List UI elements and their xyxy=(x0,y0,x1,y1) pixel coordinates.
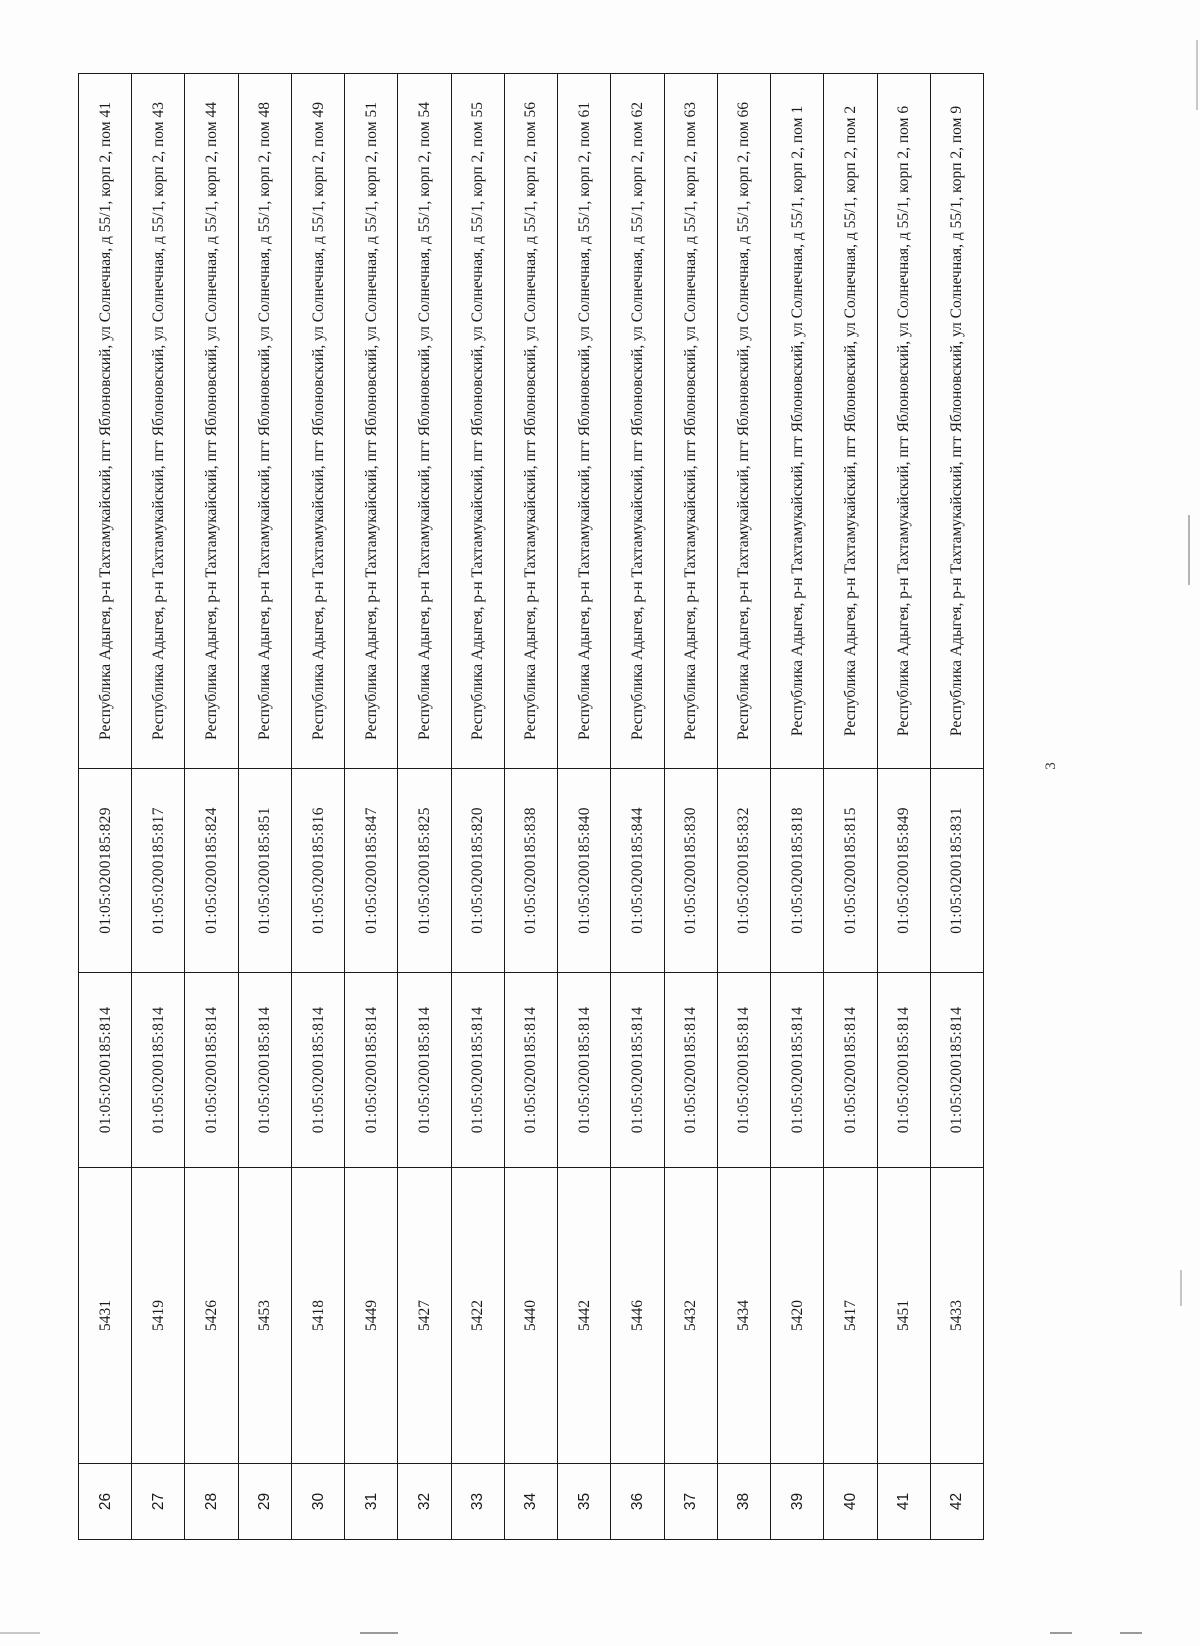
address-cell: Республика Адыгея, р-н Тахтамукайский, пгт Яблоновский, ул Солнечная, д 55/1, корп 2, пом 61 xyxy=(558,74,611,769)
row-number-cell: 42 xyxy=(930,1464,983,1540)
cadastral-number-cell: 01:05:0200185:815 xyxy=(824,769,877,973)
parent-cadastral-number-cell: 01:05:0200185:814 xyxy=(345,973,398,1168)
address-cell: Республика Адыгея, р-н Тахтамукайский, пгт Яблоновский, ул Солнечная, д 55/1, корп 2, пом 44 xyxy=(185,74,238,769)
address-cell: Республика Адыгея, р-н Тахтамукайский, пгт Яблоновский, ул Солнечная, д 55/1, корп 2, пом 51 xyxy=(345,74,398,769)
cadastral-number-cell: 01:05:0200185:832 xyxy=(717,769,770,973)
row-number-cell: 30 xyxy=(291,1464,344,1540)
address-cell: Республика Адыгея, р-н Тахтамукайский, пгт Яблоновский, ул Солнечная, д 55/1, корп 2, пом 66 xyxy=(717,74,770,769)
row-number-cell: 29 xyxy=(238,1464,291,1540)
parent-cadastral-number-cell: 01:05:0200185:814 xyxy=(291,973,344,1168)
object-number-cell: 5422 xyxy=(451,1168,504,1464)
cadastral-number-cell: 01:05:0200185:817 xyxy=(132,769,185,973)
table-row xyxy=(132,74,185,1540)
object-number-cell: 5442 xyxy=(558,1168,611,1464)
table-row xyxy=(398,74,451,1540)
table-row xyxy=(824,74,877,1540)
address-cell: Республика Адыгея, р-н Тахтамукайский, пгт Яблоновский, ул Солнечная, д 55/1, корп 2, пом 9 xyxy=(930,74,983,769)
parent-cadastral-number-cell: 01:05:0200185:814 xyxy=(771,973,824,1168)
table-row xyxy=(771,74,824,1540)
table-row xyxy=(504,74,557,1540)
address-cell: Республика Адыгея, р-н Тахтамукайский, пгт Яблоновский, ул Солнечная, д 55/1, корп 2, пом 49 xyxy=(291,74,344,769)
parent-cadastral-number-cell: 01:05:0200185:814 xyxy=(79,973,132,1168)
table-row xyxy=(558,74,611,1540)
address-cell: Республика Адыгея, р-н Тахтамукайский, пгт Яблоновский, ул Солнечная, д 55/1, корп 2, пом 56 xyxy=(504,74,557,769)
parent-cadastral-number-cell: 01:05:0200185:814 xyxy=(398,973,451,1168)
object-number-cell: 5418 xyxy=(291,1168,344,1464)
cadastral-number-cell: 01:05:0200185:838 xyxy=(504,769,557,973)
row-number-cell: 31 xyxy=(345,1464,398,1540)
table-row xyxy=(717,74,770,1540)
parent-cadastral-number-cell: 01:05:0200185:814 xyxy=(664,973,717,1168)
row-number-cell: 34 xyxy=(504,1464,557,1540)
parent-cadastral-number-cell: 01:05:0200185:814 xyxy=(717,973,770,1168)
row-number-cell: 39 xyxy=(771,1464,824,1540)
cadastral-number-cell: 01:05:0200185:820 xyxy=(451,769,504,973)
scan-edge-mark xyxy=(1180,1270,1182,1306)
table-row xyxy=(345,74,398,1540)
table-body xyxy=(79,74,984,1540)
table-row xyxy=(611,74,664,1540)
cadastral-registry-table xyxy=(78,73,984,1540)
object-number-cell: 5417 xyxy=(824,1168,877,1464)
table-row xyxy=(79,74,132,1540)
table-row xyxy=(664,74,717,1540)
table-row xyxy=(451,74,504,1540)
parent-cadastral-number-cell: 01:05:0200185:814 xyxy=(558,973,611,1168)
table-row xyxy=(238,74,291,1540)
table-row xyxy=(291,74,344,1540)
scan-edge-mark xyxy=(360,1632,398,1634)
parent-cadastral-number-cell: 01:05:0200185:814 xyxy=(824,973,877,1168)
cadastral-number-cell: 01:05:0200185:847 xyxy=(345,769,398,973)
row-number-cell: 41 xyxy=(877,1464,930,1540)
parent-cadastral-number-cell: 01:05:0200185:814 xyxy=(504,973,557,1168)
object-number-cell: 5434 xyxy=(717,1168,770,1464)
scan-edge-mark xyxy=(1120,1632,1142,1634)
address-cell: Республика Адыгея, р-н Тахтамукайский, пгт Яблоновский, ул Солнечная, д 55/1, корп 2, пом 54 xyxy=(398,74,451,769)
address-cell: Республика Адыгея, р-н Тахтамукайский, пгт Яблоновский, ул Солнечная, д 55/1, корп 2, пом 63 xyxy=(664,74,717,769)
row-number-cell: 32 xyxy=(398,1464,451,1540)
rotated-table-container xyxy=(78,74,984,1540)
scan-edge-mark xyxy=(1050,1632,1072,1634)
object-number-cell: 5451 xyxy=(877,1168,930,1464)
parent-cadastral-number-cell: 01:05:0200185:814 xyxy=(185,973,238,1168)
cadastral-number-cell: 01:05:0200185:849 xyxy=(877,769,930,973)
cadastral-number-cell: 01:05:0200185:816 xyxy=(291,769,344,973)
row-number-cell: 40 xyxy=(824,1464,877,1540)
address-cell: Республика Адыгея, р-н Тахтамукайский, пгт Яблоновский, ул Солнечная, д 55/1, корп 2, пом 43 xyxy=(132,74,185,769)
address-cell: Республика Адыгея, р-н Тахтамукайский, пгт Яблоновский, ул Солнечная, д 55/1, корп 2, пом 62 xyxy=(611,74,664,769)
scan-edge-mark xyxy=(1196,40,1198,110)
row-number-cell: 37 xyxy=(664,1464,717,1540)
cadastral-number-cell: 01:05:0200185:825 xyxy=(398,769,451,973)
address-cell: Республика Адыгея, р-н Тахтамукайский, пгт Яблоновский, ул Солнечная, д 55/1, корп 2, пом 41 xyxy=(79,74,132,769)
object-number-cell: 5427 xyxy=(398,1168,451,1464)
parent-cadastral-number-cell: 01:05:0200185:814 xyxy=(238,973,291,1168)
object-number-cell: 5426 xyxy=(185,1168,238,1464)
row-number-cell: 27 xyxy=(132,1464,185,1540)
object-number-cell: 5446 xyxy=(611,1168,664,1464)
object-number-cell: 5453 xyxy=(238,1168,291,1464)
page-number: 3 xyxy=(1043,762,1059,770)
address-cell: Республика Адыгея, р-н Тахтамукайский, пгт Яблоновский, ул Солнечная, д 55/1, корп 2, пом 55 xyxy=(451,74,504,769)
table-row xyxy=(877,74,930,1540)
row-number-cell: 33 xyxy=(451,1464,504,1540)
cadastral-number-cell: 01:05:0200185:844 xyxy=(611,769,664,973)
object-number-cell: 5432 xyxy=(664,1168,717,1464)
object-number-cell: 5433 xyxy=(930,1168,983,1464)
cadastral-number-cell: 01:05:0200185:830 xyxy=(664,769,717,973)
object-number-cell: 5449 xyxy=(345,1168,398,1464)
object-number-cell: 5420 xyxy=(771,1168,824,1464)
object-number-cell: 5419 xyxy=(132,1168,185,1464)
address-cell: Республика Адыгея, р-н Тахтамукайский, пгт Яблоновский, ул Солнечная, д 55/1, корп 2, пом 1 xyxy=(771,74,824,769)
table-row xyxy=(930,74,983,1540)
row-number-cell: 38 xyxy=(717,1464,770,1540)
parent-cadastral-number-cell: 01:05:0200185:814 xyxy=(930,973,983,1168)
object-number-cell: 5440 xyxy=(504,1168,557,1464)
parent-cadastral-number-cell: 01:05:0200185:814 xyxy=(611,973,664,1168)
address-cell: Республика Адыгея, р-н Тахтамукайский, пгт Яблоновский, ул Солнечная, д 55/1, корп 2, пом 2 xyxy=(824,74,877,769)
address-cell: Республика Адыгея, р-н Тахтамукайский, пгт Яблоновский, ул Солнечная, д 55/1, корп 2, пом 48 xyxy=(238,74,291,769)
scan-edge-mark xyxy=(1188,515,1190,585)
scan-edge-mark xyxy=(0,1632,40,1634)
parent-cadastral-number-cell: 01:05:0200185:814 xyxy=(451,973,504,1168)
cadastral-number-cell: 01:05:0200185:851 xyxy=(238,769,291,973)
parent-cadastral-number-cell: 01:05:0200185:814 xyxy=(877,973,930,1168)
row-number-cell: 36 xyxy=(611,1464,664,1540)
cadastral-number-cell: 01:05:0200185:824 xyxy=(185,769,238,973)
row-number-cell: 35 xyxy=(558,1464,611,1540)
cadastral-number-cell: 01:05:0200185:818 xyxy=(771,769,824,973)
parent-cadastral-number-cell: 01:05:0200185:814 xyxy=(132,973,185,1168)
table-row xyxy=(185,74,238,1540)
cadastral-number-cell: 01:05:0200185:840 xyxy=(558,769,611,973)
row-number-cell: 28 xyxy=(185,1464,238,1540)
object-number-cell: 5431 xyxy=(79,1168,132,1464)
cadastral-number-cell: 01:05:0200185:829 xyxy=(79,769,132,973)
address-cell: Республика Адыгея, р-н Тахтамукайский, пгт Яблоновский, ул Солнечная, д 55/1, корп 2, пом 6 xyxy=(877,74,930,769)
row-number-cell: 26 xyxy=(79,1464,132,1540)
cadastral-number-cell: 01:05:0200185:831 xyxy=(930,769,983,973)
